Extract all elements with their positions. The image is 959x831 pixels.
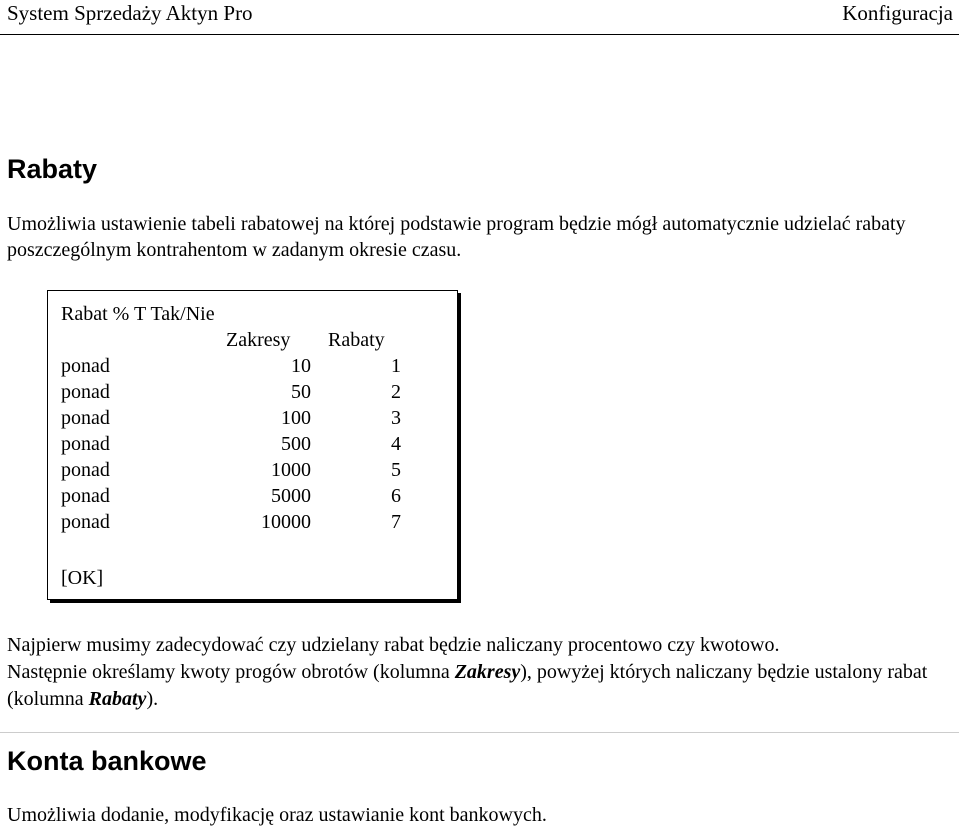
table-row xyxy=(61,511,401,537)
table-row xyxy=(61,407,401,433)
table-row xyxy=(61,355,401,381)
row-label: ponad xyxy=(61,381,110,403)
row-rabat[interactable]: 3 xyxy=(391,407,401,429)
section-title-konta-bankowe: Konta bankowe xyxy=(7,746,207,776)
ok-button[interactable]: [OK] xyxy=(61,567,104,589)
table-row xyxy=(61,381,401,407)
section-title-rabaty: Rabaty xyxy=(7,154,98,184)
column-header-zakresy: Zakresy xyxy=(226,329,291,351)
row-label: ponad xyxy=(61,433,110,455)
row-label: ponad xyxy=(61,355,110,377)
header-rule xyxy=(0,34,959,35)
explanation-text-a: Następnie określamy kwoty progów obrotów (kolumna xyxy=(7,661,455,683)
dialog-title: Rabat % T Tak/Nie xyxy=(61,303,215,325)
row-zakres[interactable]: 1000 xyxy=(271,459,311,481)
row-rabat[interactable]: 5 xyxy=(391,459,401,481)
emphasis-zakresy: Zakresy xyxy=(454,661,521,683)
table-row xyxy=(61,485,401,511)
row-label: ponad xyxy=(61,485,110,507)
explanation-text-c: ), powyżej których naliczany będzie ustalony rabat (kolumna xyxy=(7,661,928,710)
row-zakres[interactable]: 500 xyxy=(281,433,311,455)
row-label: ponad xyxy=(61,407,110,429)
explanation-paragraph xyxy=(7,632,955,713)
row-zakres[interactable]: 10 xyxy=(291,355,311,377)
section-description-konta-bankowe: Umożliwia dodanie, modyfikację oraz ustawianie kont bankowych. xyxy=(7,804,547,826)
table-row xyxy=(61,433,401,459)
row-zakres[interactable]: 50 xyxy=(291,381,311,403)
row-zakres[interactable]: 5000 xyxy=(271,485,311,507)
discount-table-dialog xyxy=(47,290,458,600)
explanation-line-1: Najpierw musimy zadecydować czy udzielany rabat będzie naliczany procentowo czy kwotowo. xyxy=(7,634,780,656)
row-label: ponad xyxy=(61,459,110,481)
explanation-text-e: ). xyxy=(146,688,159,710)
emphasis-rabaty: Rabaty xyxy=(88,688,147,710)
row-zakres[interactable]: 100 xyxy=(281,407,311,429)
header-section: Konfiguracja xyxy=(842,1,953,25)
table-row xyxy=(61,459,401,485)
row-rabat[interactable]: 6 xyxy=(391,485,401,507)
row-label: ponad xyxy=(61,511,110,533)
section-divider xyxy=(0,732,959,733)
section-description-rabaty: Umożliwia ustawienie tabeli rabatowej na której podstawie program będzie mógł automatycznie udzielać rabaty poszczególnym kontrahentom w zadanym okresie czasu. xyxy=(7,213,906,261)
row-zakres[interactable]: 10000 xyxy=(261,511,311,533)
row-rabat[interactable]: 1 xyxy=(391,355,401,377)
row-rabat[interactable]: 2 xyxy=(391,381,401,403)
header-app-name: System Sprzedaży Aktyn Pro xyxy=(7,1,253,25)
row-rabat[interactable]: 7 xyxy=(391,511,401,533)
column-header-rabaty: Rabaty xyxy=(328,329,385,351)
page-header xyxy=(0,0,959,36)
row-rabat[interactable]: 4 xyxy=(391,433,401,455)
